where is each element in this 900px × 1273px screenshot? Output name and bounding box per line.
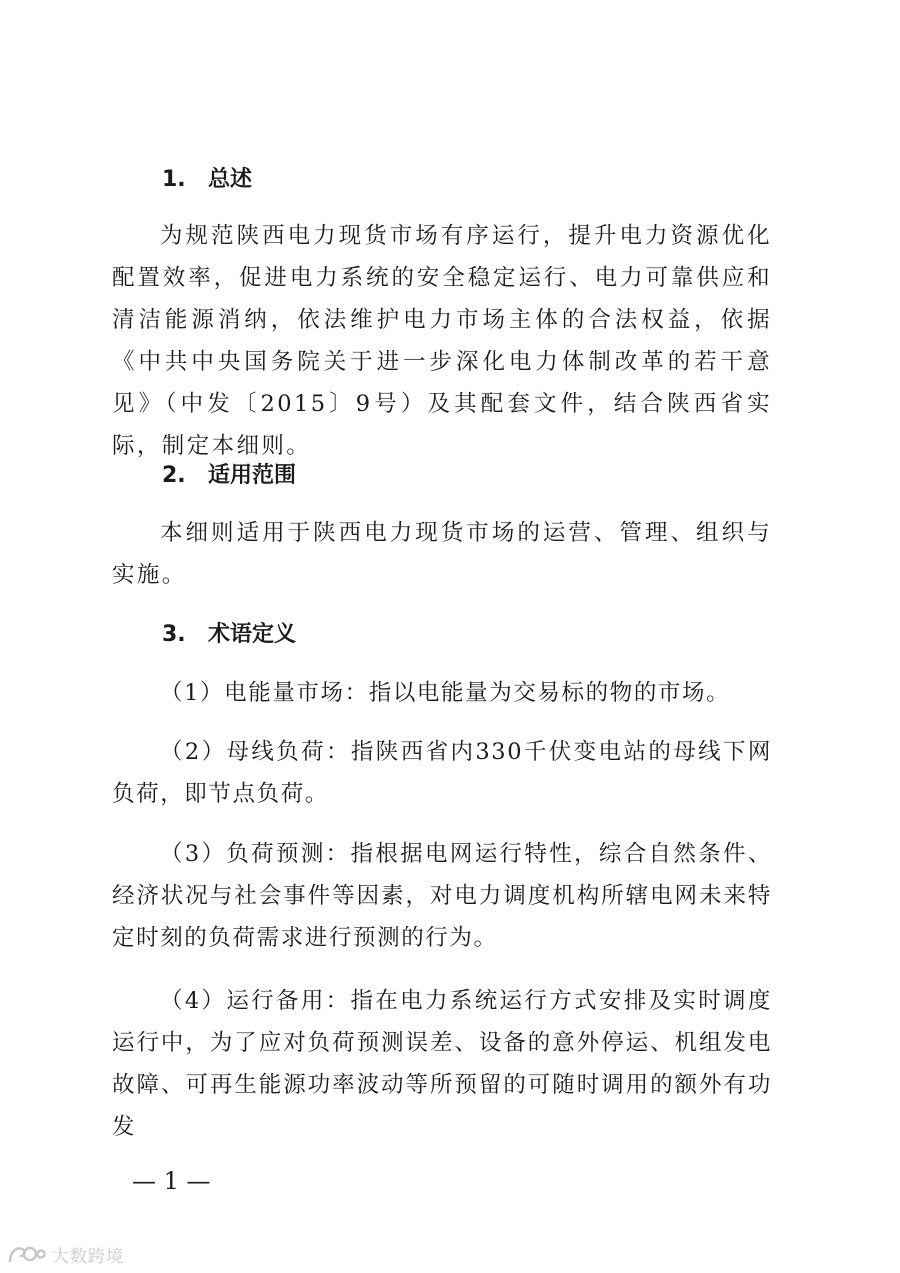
- section-heading-3: [162, 621, 296, 649]
- section-title: 总述: [208, 167, 253, 192]
- section-title: 术语定义: [208, 622, 297, 647]
- watermark-text: 大数跨境: [52, 1246, 124, 1267]
- watermark-logo-icon: [6, 1242, 46, 1266]
- section-number: 3.: [162, 622, 186, 647]
- section-heading-2: [162, 462, 296, 490]
- paragraph-scope: 本细则适用于陕西电力现货市场的运营、管理、组织与实施。: [112, 520, 772, 588]
- paragraph-overview: 为规范陕西电力现货市场有序运行，提升电力资源优化配置效率，促进电力系统的安全稳定运行、电力可靠供应和清洁能源消纳，依法维护电力市场主体的合法权益，依据《中共中央国务院关于进一步深化电力体制改革的若干意见》（中发〔2015〕9号）及其配套文件，结合陕西省实际，制定本细则。: [112, 223, 772, 459]
- term-definition-4: （4）运行备用：指在电力系统运行方式安排及实时调度运行中，为了应对负荷预测误差、设备的意外停运、机组发电故障、可再生能源功率波动等所预留的可随时调用的额外有功发: [112, 988, 772, 1140]
- section-heading-1: [162, 166, 252, 194]
- watermark: [6, 1240, 124, 1268]
- term-definition-2: （2）母线负荷：指陕西省内330千伏变电站的母线下网负荷，即节点负荷。: [112, 739, 772, 807]
- term-definition-3: （3）负荷预测：指根据电网运行特性，综合自然条件、经济状况与社会事件等因素，对电力调度机构所辖电网未来特定时刻的负荷需求进行预测的行为。: [112, 841, 772, 951]
- section-number: 2.: [162, 463, 186, 488]
- term-definition-1: （1）电能量市场：指以电能量为交易标的物的市场。: [160, 680, 731, 706]
- section-title: 适用范围: [208, 463, 297, 488]
- section-number: 1.: [162, 167, 186, 192]
- page-number: — 1 —: [132, 1167, 211, 1195]
